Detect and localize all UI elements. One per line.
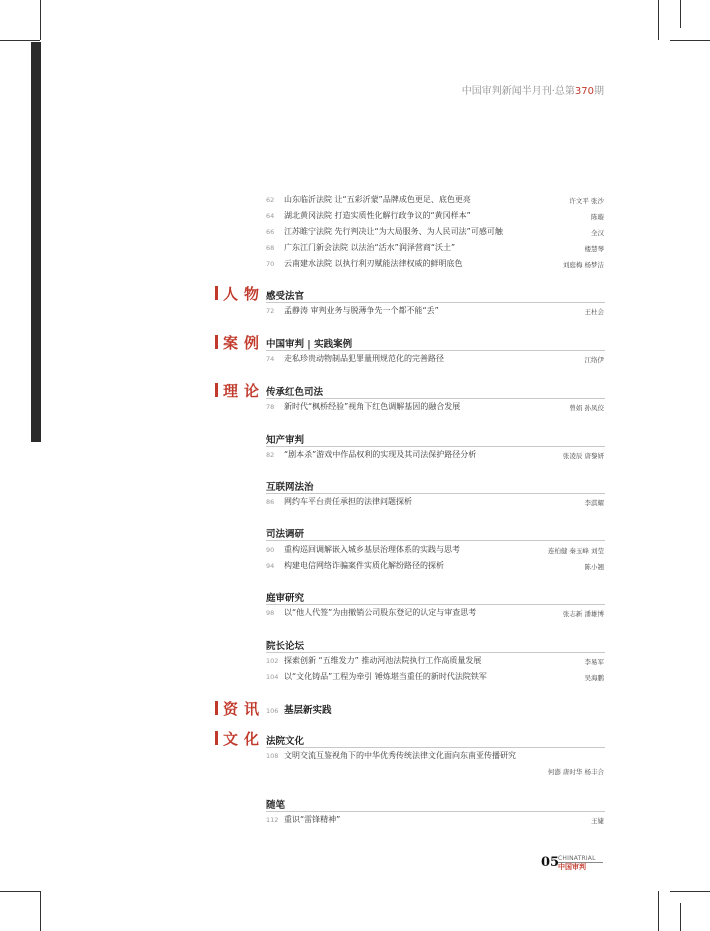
- toc-page: 72: [266, 307, 275, 315]
- toc-title: 新时代“枫桥经验”视角下红色调解基因的融合发展: [284, 402, 461, 411]
- header-suffix: 期: [594, 86, 604, 97]
- section-rule: [266, 540, 605, 541]
- category-label: 案例: [223, 334, 266, 352]
- toc-authors: 吴海鹏: [584, 674, 604, 682]
- crop-mark: [680, 0, 681, 28]
- brand-cn: 中国审判: [558, 863, 586, 871]
- category-marker: [215, 383, 218, 397]
- category-marker: [215, 731, 218, 745]
- toc-item[interactable]: [266, 194, 605, 205]
- toc-title: 构建电信网络诈骗案件实质化解纷路径的探析: [284, 561, 444, 570]
- crop-mark: [658, 891, 659, 931]
- toc-authors: 李淇耀: [584, 499, 604, 507]
- section-title: 感受法官: [266, 291, 305, 302]
- section-title-text: 基层新实践: [284, 705, 332, 716]
- toc-authors: 连柏健 秦玉峰 刘莹: [547, 547, 604, 555]
- toc-item[interactable]: [266, 305, 605, 316]
- toc-page: 104: [266, 673, 279, 681]
- category-label: 人物: [223, 285, 266, 303]
- toc-item[interactable]: [266, 496, 605, 507]
- toc-title: 文明交流互鉴视角下的中华优秀传统法律文化面向东南亚传播研究: [284, 751, 516, 760]
- toc-title: 走私珍贵动物制品犯罪量刑规范化的完善路径: [284, 354, 444, 363]
- section-title: 庭审研究: [266, 593, 305, 604]
- toc-page: 68: [266, 244, 275, 252]
- header-issue: 370: [574, 86, 594, 97]
- page-number: 05: [541, 855, 560, 870]
- toc-title: “剧本杀”游戏中作品权利的实现及其司法保护路径分析: [284, 450, 477, 459]
- category-wenhua: [215, 728, 265, 749]
- toc-title: 广东江门新会法院 以法治“活水”润泽营商“沃土”: [284, 243, 456, 252]
- category-label: 文化: [223, 730, 266, 748]
- section-rule: [266, 811, 605, 812]
- running-header: [462, 82, 604, 97]
- crop-mark: [658, 0, 659, 40]
- section-title: 互联网法治: [266, 482, 314, 493]
- toc-authors: 曾娟 孙凤佼: [569, 404, 604, 412]
- section-rule: [266, 302, 605, 303]
- toc-item[interactable]: [266, 226, 605, 237]
- section-rule: [266, 652, 605, 653]
- toc-page: 108: [266, 752, 279, 760]
- section-title: 法院文化: [266, 736, 305, 747]
- section-title: 司法调研: [266, 529, 305, 540]
- toc-item[interactable]: [266, 560, 605, 571]
- binding-spine: [31, 42, 41, 442]
- toc-page: 64: [266, 212, 275, 220]
- toc-page: 82: [266, 451, 275, 459]
- toc-page: 66: [266, 228, 275, 236]
- toc-item[interactable]: [266, 353, 605, 364]
- toc-title: 孟静涛 审判业务与脱薄争先一个都不能“丢”: [284, 306, 439, 315]
- toc-authors: 全汉: [591, 229, 604, 237]
- toc-page: 94: [266, 562, 275, 570]
- toc-title: 江苏睢宁法院 先行判决让“为大局服务、为人民司法”可感可触: [284, 227, 503, 236]
- section-title: 随笔: [266, 800, 286, 811]
- crop-mark: [670, 40, 710, 41]
- crop-mark: [0, 891, 40, 892]
- category-label: 理论: [223, 382, 266, 400]
- toc-authors: 江络伊: [584, 356, 604, 364]
- category-anli: [215, 332, 265, 353]
- toc-page: 62: [266, 196, 275, 204]
- section-rule: [266, 398, 605, 399]
- crop-mark: [40, 0, 41, 40]
- toc-page: 102: [266, 657, 279, 665]
- category-marker: [215, 286, 218, 300]
- toc-page: 74: [266, 355, 275, 363]
- toc-title: 以“他人代签”为由撤销公司股东登记的认定与审查思考: [284, 608, 477, 617]
- toc-item[interactable]: [266, 671, 605, 682]
- crop-mark: [40, 891, 41, 931]
- section-rule: [266, 493, 605, 494]
- toc-item[interactable]: [266, 258, 605, 269]
- toc-page: 112: [266, 816, 279, 824]
- toc-page: 90: [266, 546, 275, 554]
- toc-item[interactable]: [266, 607, 605, 618]
- category-marker: [215, 335, 218, 349]
- toc-authors: 刘庭梅 杨梦洁: [562, 261, 604, 269]
- category-marker: [215, 701, 218, 715]
- toc-authors: 王婕: [591, 817, 604, 825]
- toc-authors: 张凌辰 唐黎妍: [562, 452, 604, 460]
- section-title[interactable]: [266, 702, 332, 716]
- toc-authors: 陈小翘: [584, 563, 604, 571]
- toc-item[interactable]: [266, 242, 605, 253]
- toc-item[interactable]: [266, 401, 605, 412]
- toc-page: 98: [266, 609, 275, 617]
- toc-title: 云南建水法院 以执行利刃赋能法律权威的鲜明底色: [284, 259, 463, 268]
- toc-authors: 楼慧琴: [584, 245, 604, 253]
- header-title: 中国审判新闻半月刊·总第: [461, 86, 575, 97]
- toc-page: 70: [266, 260, 275, 268]
- category-renwu: [215, 283, 265, 304]
- crop-mark: [0, 40, 40, 41]
- toc-page: 106: [266, 707, 279, 715]
- toc-title: 以“文化铸品”工程为牵引 锤炼堪当重任的新时代法院铁军: [284, 672, 487, 681]
- toc-authors: 许文平 张沙: [569, 197, 604, 205]
- toc-authors: 张志新 潘雄博: [562, 610, 604, 618]
- toc-title: 湖北黄冈法院 打造实质性化解行政争议的“黄冈样本”: [284, 211, 471, 220]
- section-rule: [266, 446, 605, 447]
- toc-page: 86: [266, 498, 275, 506]
- section-title: 院长论坛: [266, 641, 305, 652]
- category-label: 资讯: [223, 700, 266, 718]
- section-rule: [266, 604, 605, 605]
- section-rule: [266, 350, 605, 351]
- toc-authors: 王杜会: [584, 308, 604, 316]
- toc-item[interactable]: [266, 814, 605, 825]
- toc-authors: 陈璇: [591, 213, 604, 221]
- toc-page: 78: [266, 403, 275, 411]
- toc-title: 网约车平台责任承担的法律问题探析: [284, 497, 412, 506]
- toc-title: 探索创新 “五维发力” 推动河池法院执行工作高质量发展: [284, 656, 482, 665]
- toc-title: 山东临沂法院 让“五彩沂蒙”品牌成色更足、底色更亮: [284, 195, 471, 204]
- category-zixun: [215, 698, 265, 719]
- brand-en: CHINATRIAL: [558, 855, 596, 862]
- crop-mark: [670, 891, 710, 892]
- toc-item[interactable]: [266, 449, 605, 460]
- toc-authors: 李易军: [584, 658, 604, 666]
- toc-item[interactable]: [266, 750, 605, 761]
- category-lilun: [215, 380, 265, 401]
- toc-title: 重构巡回调解嵌入城乡基层治理体系的实践与思考: [284, 545, 460, 554]
- toc-item[interactable]: [266, 210, 605, 221]
- section-title: 知产审判: [266, 435, 305, 446]
- toc-title: 重识“雷锋精神”: [284, 815, 341, 824]
- toc-item[interactable]: [266, 655, 605, 666]
- crop-mark: [680, 903, 681, 931]
- toc-authors: 何澎 唐时华 杨丰合: [547, 768, 604, 776]
- section-title: 传承红色司法: [266, 387, 324, 398]
- section-rule: [266, 747, 605, 748]
- section-title: 中国审判 | 实践案例: [266, 339, 353, 350]
